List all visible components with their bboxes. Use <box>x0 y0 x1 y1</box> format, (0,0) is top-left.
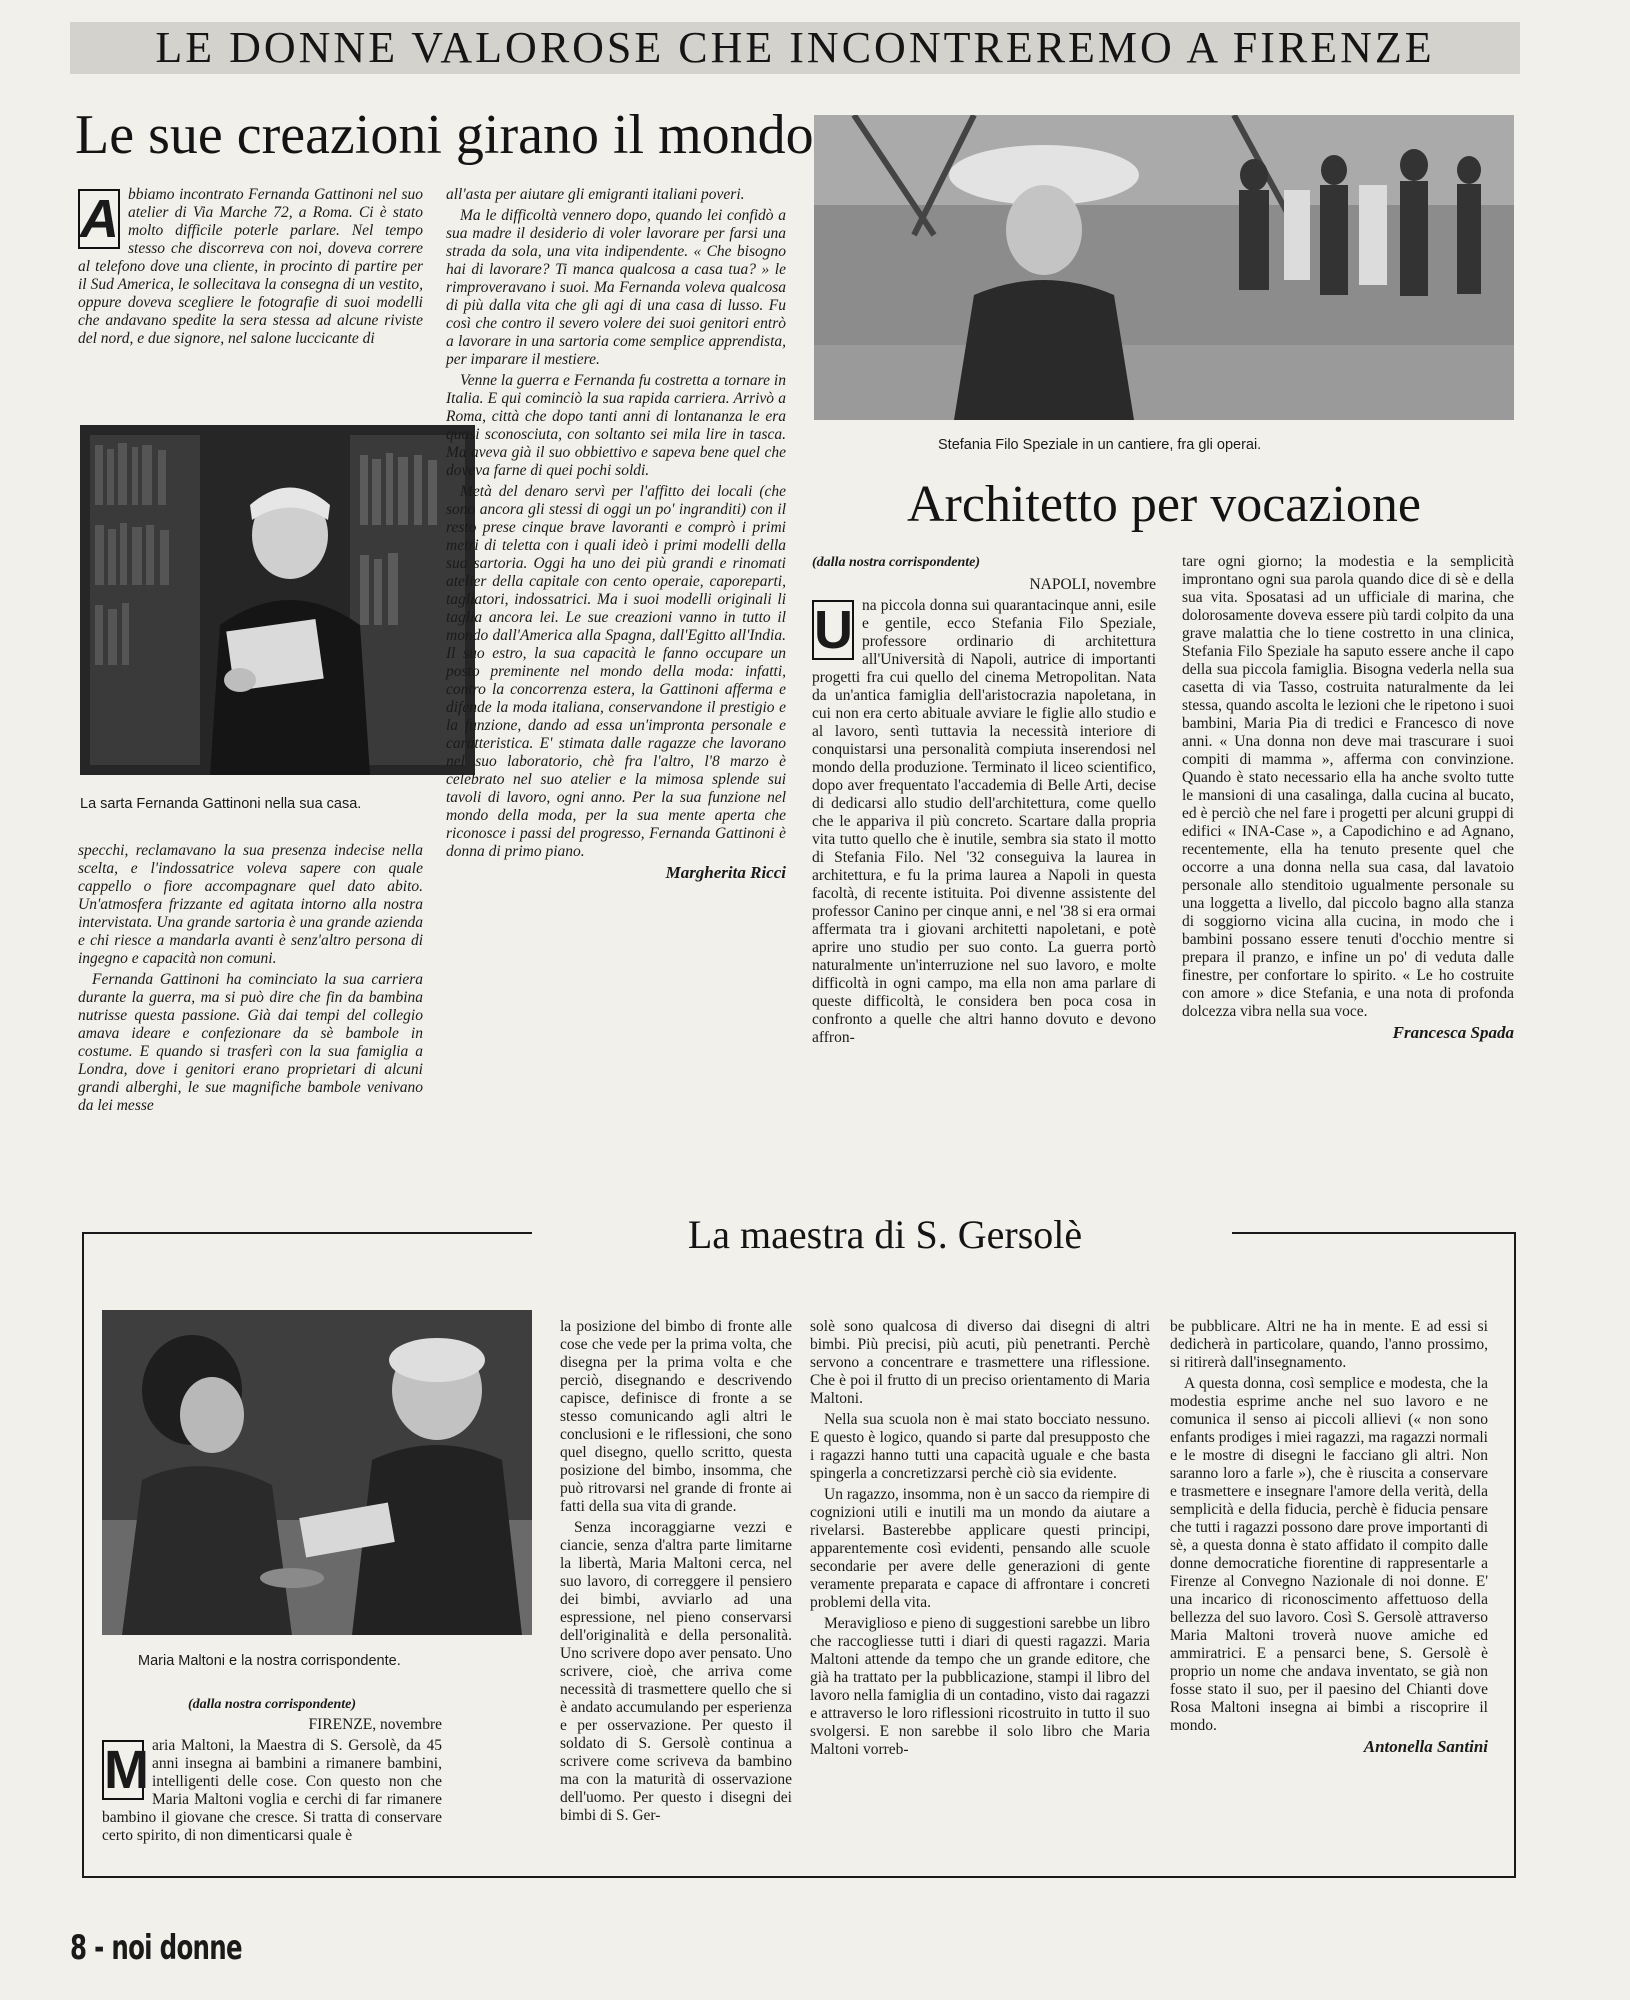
dateline: (dalla nostra corrispondente) <box>187 1697 356 1712</box>
paragraph: Meraviglioso e pieno di suggestioni sarebbe un libro che raccogliesse tutti i diari di questi ragazzi. Maria Maltoni attende da tempo che un grande editore, che già ha trattato per la pubblicazione, stampi il libro del lavoro nella famiglia di un contadino, visto dai ragazzi e attraverso le loro riflessioni ricostruito in tutto il suo svolgersi. E non sarebbe il solo libro che Maria Maltoni vorreb- <box>810 1615 1150 1758</box>
signature-antonella-santini: Antonella Santini <box>1363 1737 1488 1756</box>
paragraph: na piccola donna sui quarantacinque anni, esile e gentile, ecco Stefania Filo Speziale, professore ordinario di architettura all'Università di Napoli, autrice di importanti progetti fra cui quello del cinema Metropolitan. Nata da un'antica famiglia dell'aristocrazia napoletana, in cui non era certo abituale avviare le figlie allo studio e al lavoro, sentì tuttavia la necessità interiore di conquistarsi una personalità compiuta inserendosi nel mondo della produzione. Terminato il liceo scientifico, dopo aver frequentato l'accademia di Belle Arti, decise di dedicarsi allo studio dell'architettura, come quello che le appariva il più concreto. Scartare dalla propria vita tutto quello che è inutile, sembra sia stato il motto di Stefania Filo. Nel '32 conseguiva la laurea in architettura, e fu la prima laurea a Napoli in questa facoltà, di recente istituita. Poi divenne assistente del professor Canino per cinque anni, e nel '38 si era ormai affermata tra i giovani architetti napoletani, e potè aprire uno studio per suo conto. La guerra portò naturalmente un'interruzione nel suo lavoro, e molte difficoltà in ogni campo, ma ella non ama parlare di queste difficoltà, le considera ben poca cosa in confronto a quelle che altri hanno dovuto e devono affron- <box>812 597 1156 1046</box>
caption-gattinoni: La sarta Fernanda Gattinoni nella sua casa. <box>80 796 362 812</box>
paragraph: bbiamo incontrato Fernanda Gattinoni nel suo atelier di Via Marche 72, a Roma. Ci è stato molto difficile poterle parlare. Nel tempo stesso che discorreva con noi, doveva correre al telefono dove una cliente, in procinto di partire per il Sud America, le sollecitava la consegna di un vestito, oppure doveva scegliere le fotografie di suoi modelli che andavano spedite la sera stessa ad alcune riviste del nord, e due signore, nel salone luccicante di <box>78 186 423 347</box>
gattinoni-col2 <box>446 186 786 885</box>
headline-maestra: La maestra di S. Gersolè <box>540 1208 1230 1262</box>
place-date: FIRENZE, novembre <box>308 1716 442 1733</box>
paragraph: Fernanda Gattinoni ha cominciato la sua carriera durante la guerra, ma si può dire che fin da bambina nutrisse questa passione. Già dai tempi del collegio amava ideare e confezionare da sè bambole in costume. E quando si trasferì con la sua famiglia a Londra, dove i genitori erano proprietari di alcuni grandi alberghi, le sue magnifiche bambole venivano da lei messe <box>78 971 423 1114</box>
paragraph: A questa donna, così semplice e modesta, che la modestia esprime anche nel suo lavoro e ne comunica il senso ai piccoli allievi (« non sono enfants prodiges i miei ragazzi, ma ragazzi normali e le mostre di disegni le facciano gli altri. Non saranno loro a farle »), che è riuscita a conservare e trasmettere e insegnare l'amore della verità, della semplicità e della fiducia, perchè è fiducia pensare che tutti i ragazzi possono dare prove importanti di sè, a questa donna è stato affidato il compito dalle donne democratiche fiorentine di rappresentarle a Firenze al Convegno Nazionale di noi donne. E' una incarico di riconoscimento affettuoso della bellezza del suo lavoro. Così S. Gersolè attraverso Maria Maltoni troverà nuove amiche ed ammiratrici. E a pensarci bene, S. Gersolè è proprio un nome che andava inventato, se già non fosse stato il suo, per il paesino del Chianti dove Rosa Maltoni insegna ai bimbi a riscoprire il mondo. <box>1170 1375 1488 1734</box>
paragraph: tare ogni giorno; la modestia e la semplicità improntano ogni sua parola quando dice di sè e della sua vita. Sposatasi ad un ufficiale di marina, che dolorosamente doveva essere più tardi colpito da una grave malattia che lo tiene costretto in una clinica, Stefania Filo Speziale ha saputo essere anche il capo della sua piccola famiglia. Bisogna vederla nella sua casetta di via Tasso, costruita naturalmente da lei stessa, quando ascolta le lezioni che le ripetono i suoi bambini, Maria Pia di tredici e Francesco di nove anni. « Una donna non deve mai trascurare i suoi compiti di mamma », afferma con convinzione. Quando è stato necessario ella ha anche svolto tutte le mansioni di una casalinga, dalla cucina al bucato, ed è perciò che nel fare i progetti per alcuni gruppi di edifici « INA-Case », a Capodichino e ad Agnano, recentemente, ella ha tenuto presente quel che occorre a una donna nella sua casa, dal lavatoio personale allo stenditoio ugualmente personale su una loggetta a livello, dal piccolo bagno alla stanza di soggiorno vicina alla cucina, in modo che i bambini possano essere tenuti d'occhio mentre si prepara il pranzo, e infine un po' di veduta dalle finestre, per confortare lo spirito. « Le ho costruite con amore » dice Stefania, e una nota di profonda dolcezza vibra nella sua voce. <box>1182 553 1514 1020</box>
maestra-col4 <box>1170 1318 1488 1759</box>
dateline: (dalla nostra corrispondente) <box>812 555 981 570</box>
maestra-col2 <box>560 1318 792 1828</box>
frame-top-right <box>1232 1232 1514 1234</box>
architetto-col1 <box>812 553 1156 1050</box>
paragraph: Nella sua scuola non è mai stato bocciato nessuno. E questo è logico, quando si parte dal presupposto che i ragazzi hanno tutti una capacità uguale e che basta spingerla a concretizzarsi perchè ciò sia evidente. <box>810 1411 1150 1482</box>
gattinoni-col1-top <box>78 186 423 351</box>
architetto-col2 <box>1182 553 1514 1045</box>
maestra-col3 <box>810 1318 1150 1762</box>
caption-filo-speziale: Stefania Filo Speziale in un cantiere, fra gli operai. <box>938 437 1262 453</box>
paragraph: specchi, reclamavano la sua presenza indecise nella scelta, e l'indossatrice voleva sapere con quale cappello o fiore accompagnare quel dato abito. Un'atmosfera frizzante ed agitata intorno alla nostra intervistata. Una grande sartoria è una grande azienda e chi riesce a mandarla avanti è senz'altro persona di ingegno e capacità non comuni. <box>78 842 423 967</box>
dropcap-m: M <box>104 1740 149 1800</box>
paragraph: be pubblicare. Altri ne ha in mente. E ad essi si dedicherà in particolare, quando, l'anno prossimo, si ritirerà dall'insegnamento. <box>1170 1318 1488 1371</box>
page-banner: LE DONNE VALOROSE CHE INCONTREREMO A FIRENZE <box>70 22 1520 74</box>
gattinoni-col1-bottom <box>78 842 423 1118</box>
page-footer: 8 - noi donne <box>70 1928 242 1968</box>
photo-maltoni-corrispondente <box>102 1310 532 1635</box>
paragraph: Venne la guerra e Fernanda fu costretta a tornare in Italia. E qui cominciò la sua rapida carriera. Arrivò a Roma, città che dopo tanti anni di lontananza le era quasi sconosciuta, con soltanto sei mila lire in tasca. Ma aveva già il suo obbiettivo e sapeva bene quel che doveva farne di quei pochi soldi. <box>446 372 786 479</box>
headline-gattinoni: Le sue creazioni girano il mondo <box>75 104 814 166</box>
paragraph: Ma le difficoltà vennero dopo, quando lei confidò a sua madre il desiderio di voler lavorare per farsi una strada da sola, una vita indipendente. « Che bisogno hai di lavorare? Ti manca qualcosa a casa tua? » le rimproveravano i suoi. Ma Fernanda voleva qualcosa di più dalla vita che gli agi di una casa di lusso. Fu così che contro il severo volere dei suoi genitori entrò a lavorare in una sartoria come semplice apprendista, per imparare il mestiere. <box>446 207 786 368</box>
dropcap-a: A <box>80 189 119 249</box>
paragraph: Un ragazzo, insomma, non è un sacco da riempire di cognizioni utili e inutili ma un mondo da aiutare a rivelarsi. Basterebbe applicare questi principi, apparentemente così evidenti, pensando alle scuole secondarie per avere delle generazioni di gente veramente preparata e capace di affrontare i concreti problemi della vita. <box>810 1486 1150 1611</box>
paragraph: la posizione del bimbo di fronte alle cose che vede per la prima volta, che disegna per la prima volta e che perciò, disegnando e descrivendo capisce, definisce di fronte a se stesso comunicando agli altri le conclusioni e le riflessioni, che sono quel disegno, quello scritto, questa posizione del bimbo, insomma, che può ritrovarsi nel grande di fronte ai fatti della sua vita di grande. <box>560 1318 792 1515</box>
frame-top-left <box>82 1232 532 1234</box>
paragraph: aria Maltoni, la Maestra di S. Gersolè, da 45 anni insegna ai bambini a rimanere bambini, intelligenti delle cose. Con questo non che Maria Maltoni voglia e cerchi di far rimanere bambino il giovane che cresce. Si tratta di conservare certo spirito, di non dimenticarsi quale è <box>102 1737 442 1844</box>
dropcap-u: U <box>814 600 853 660</box>
place-date: NAPOLI, novembre <box>1029 576 1156 593</box>
paragraph: Metà del denaro servì per l'affitto dei locali (che sono ancora gli stessi di oggi un po' ingranditi) con il resto prese cinque brave lavoranti e comprò i primi metri di teletta con i quali ideò i primi modelli della sua sartoria. Oggi ha uno dei più grandi e rinomati atelier della capitale con cento operaie, caporeparti, tagliatori, indossatrici. Ma i suoi modelli originali li taglia ancora lei. Le sue creazioni vanno in tutto il mondo dall'America alla Spagna, dall'Egitto all'India. Il suo estro, la sua capacità le fanno occupare un posto preminente nel mondo della moda: infatti, contro la concorrenza estera, la Gattinoni afferma e difende la moda italiana, conservandone il prestigio e la funzione, dando ad essa un'impronta personale e caratteristica. E' stimata dalle ragazze che lavorano nel suo laboratorio, chè fra l'altro, l'8 marzo è celebrato nel suo atelier e la mimosa splende sui tavoli di lavoro, ogni anno. Per la sua funzione nel mondo della moda, per la sua mente aperta che riconosce i passi del progresso, Fernanda Gattinoni è donna di primo piano. <box>446 483 786 860</box>
photo-gattinoni-reading <box>80 425 475 775</box>
photo-filo-speziale-cantiere <box>814 115 1514 420</box>
headline-architetto: Architetto per vocazione <box>907 476 1421 533</box>
caption-maltoni: Maria Maltoni e la nostra corrispondente. <box>138 1653 401 1669</box>
maestra-col1 <box>102 1695 442 1848</box>
signature-margherita-ricci: Margherita Ricci <box>665 863 786 882</box>
signature-francesca-spada: Francesca Spada <box>1392 1023 1514 1042</box>
paragraph: solè sono qualcosa di diverso dai disegni di altri bimbi. Più precisi, più acuti, più penetranti. Perchè servono a concentrare e trasmettere una riflessione. Che è poi il frutto di un preciso orientamento di Maria Maltoni. <box>810 1318 1150 1407</box>
paragraph: all'asta per aiutare gli emigranti italiani poveri. <box>446 186 745 203</box>
paragraph: Senza incoraggiarne vezzi e ciancie, senza d'altra parte limitarne la libertà, Maria Maltoni cerca, nel suo lavoro, di correggere il pensiero dei bimbi, avviarlo ad una espressione, nel pieno conservarsi dell'originalità e della personalità. Uno scrivere dopo aver pensato. Uno scrivere, cioè, che arriva come necessità di trasmettere quello che si è andato accumulando per esperienza e per osservazione. Per questo il soldato di S. Gersolè continua a scrivere come scriveva da bambino ma con la maturità di osservazione dell'uomo. Per questo i disegni dei bimbi di S. Ger- <box>560 1519 792 1824</box>
